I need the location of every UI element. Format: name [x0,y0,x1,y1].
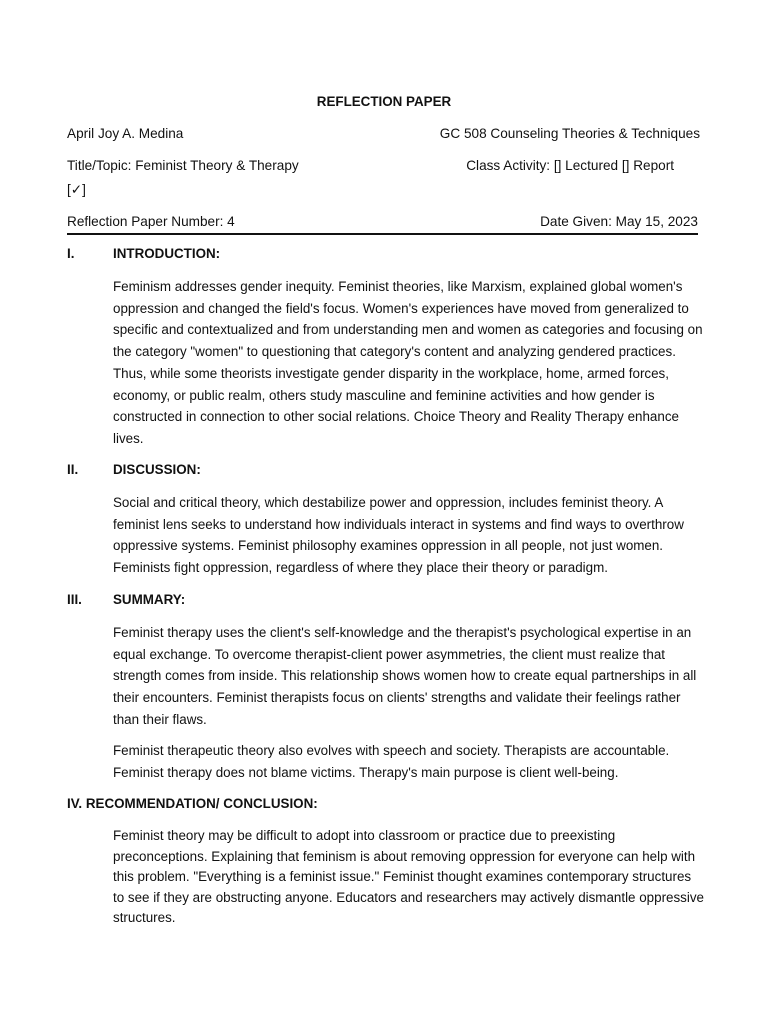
section-number: III. [67,592,82,607]
date-given: Date Given: May 15, 2023 [540,214,698,229]
discussion-paragraph: Social and critical theory, which destabilize power and oppression, includes feminist theory. A feminist lens seeks to understand how individuals interact in systems and find ways to overthrow oppressive systems. Feminist philosophy examines oppression in all people, not just women. Feminists fight oppression, regardless of where they place their theory or paradigm. [113,495,684,576]
topic-line: Title/Topic: Feminist Theory & Therapy [67,158,299,173]
section-heading-summary [67,592,185,607]
section-title: SUMMARY: [113,592,186,607]
course-code: GC 508 Counseling Theories & Techniques [439,126,700,141]
section-number: I. [67,246,75,261]
author-name: April Joy A. Medina [67,126,184,141]
section-heading-conclusion [67,796,318,811]
paper-number: Reflection Paper Number: 4 [67,214,235,229]
conclusion-paragraph: Feminist theory may be difficult to adopt into classroom or practice due to preexisting preconceptions. Explaining that feminism is about removing oppression for everyone can help with this problem. "Everything is a feminist issue." Feminist thought examines contemporary structures to see if they are obstructing anyone. Educators and researchers may actively dismantle oppressive structures. [113,828,704,925]
section-title: IV. RECOMMENDATION/ CONCLUSION: [67,796,318,811]
section-title: DISCUSSION: [113,462,201,477]
section-heading-introduction [67,246,220,261]
section-title: INTRODUCTION: [113,246,221,261]
section-number: II. [67,462,79,477]
introduction-paragraph: Feminism addresses gender inequity. Feminist theories, like Marxism, explained global women's oppression and changed the field's focus. Women's experiences have moved from generalized to specific and contextualized and from understanding men and women as categories and focusing on the category "women" to questioning that category's content and analyzing gendered practices. Thus, while some theorists investigate gender disparity in the workplace, home, armed forces, economy, or public realm, others study masculine and feminine activities and how gender is constructed in connection to other social relations. Choice Theory and Reality Therapy enhance lives. [113,279,703,446]
header-divider [67,233,698,235]
summary-paragraph-1: Feminist therapy uses the client's self-knowledge and the therapist's psychological expertise in an equal exchange. To overcome therapist-client power asymmetries, the client must realize that strength comes from inside. This relationship shows women how to create equal partnerships in all their encounters. Feminist therapists focus on clients' strengths and validate their feelings rather than their flaws. [113,625,697,727]
section-heading-discussion [67,462,201,477]
class-activity: Class Activity: [] Lectured [] Report [466,158,674,173]
summary-paragraph-2: Feminist therapeutic theory also evolves with speech and society. Therapists are accountable. Feminist therapy does not blame victims. Therapy's main purpose is client well-being. [113,743,670,780]
check-mark: [✓] [67,182,86,197]
document-title: REFLECTION PAPER [316,94,452,109]
